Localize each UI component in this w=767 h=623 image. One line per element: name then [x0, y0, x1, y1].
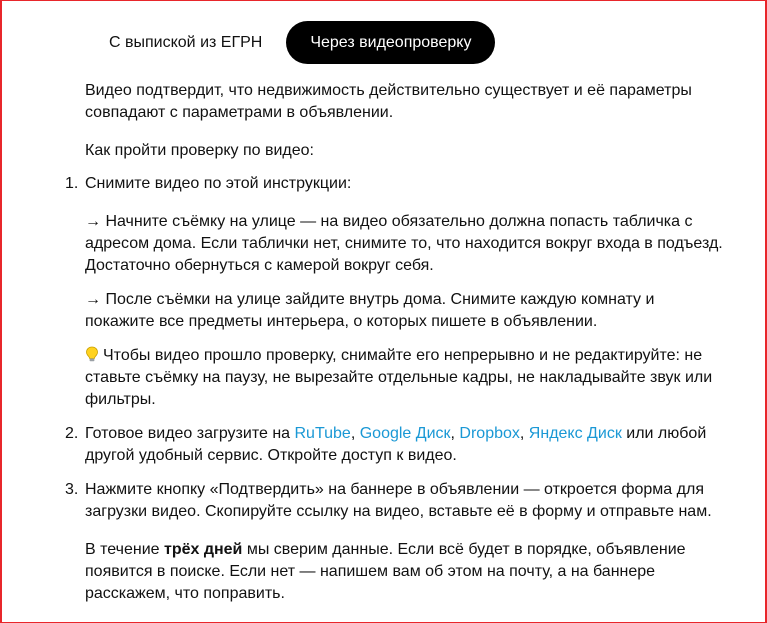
lightbulb-icon: [85, 346, 99, 362]
step-2-number: 2.: [65, 425, 79, 442]
final-suffix: мы сверим данные. Если всё будет в порядке, объявление появится в поиске. Если нет — напишем вам об этом на почту, а на баннере расскажем, что поправить.: [85, 541, 686, 602]
tab-video-check[interactable]: Через видеопроверку: [286, 21, 495, 64]
link-rutube[interactable]: RuTube: [294, 425, 351, 442]
step-1-tip: [85, 345, 725, 411]
link-yandex-disk[interactable]: Яндекс Диск: [528, 425, 622, 442]
step-2: [65, 423, 725, 467]
step-2-suffix: или любой другой удобный сервис. Откройте доступ к видео.: [85, 425, 707, 464]
step-1-sub-1: → Начните съёмку на улице — на видео обязательно должна попасть табличка с адресом дома. Если таблички нет, снимите то, что находится вокруг входа в подъезд. Достаточно обернуться с камерой вокруг себя.: [85, 213, 723, 274]
intro-text: Видео подтвердит, что недвижимость действительно существует и её параметры совпадают с параметрами в объявлении.: [85, 82, 692, 121]
separator: ,: [450, 425, 460, 442]
step-1-number: 1.: [65, 175, 79, 192]
separator: ,: [519, 425, 529, 442]
separator: ,: [350, 425, 360, 442]
step-2-text: [85, 423, 725, 467]
step-1-sub-2: → После съёмки на улице зайдите внутрь дома. Снимите каждую комнату и покажите все предметы интерьера, о которых пишете в объявлении.: [85, 291, 655, 330]
tab-bar: [85, 21, 495, 64]
step-1-text: Снимите видео по этой инструкции:: [85, 175, 352, 192]
link-google-disk[interactable]: Google Диск: [359, 425, 451, 442]
step-3-text: Нажмите кнопку «Подтвердить» на баннере в объявлении — откроется форма для загрузки видео. Скопируйте ссылку на видео, вставьте её в форму и отправьте нам.: [85, 481, 712, 520]
step-3-number: 3.: [65, 481, 79, 498]
final-note: [85, 539, 725, 605]
link-dropbox[interactable]: Dropbox: [459, 425, 520, 442]
step-1: [65, 173, 725, 411]
tab-egrn[interactable]: С выпиской из ЕГРН: [109, 34, 263, 51]
final-bold: трёх дней: [163, 541, 243, 558]
step-1-tip-text: Чтобы видео прошло проверку, снимайте его непрерывно и не редактируйте: не ставьте съёмку на паузу, не вырезайте отдельные кадры, не накладывайте звук или фильтры.: [85, 347, 713, 408]
how-title: Как пройти проверку по видео:: [85, 142, 314, 159]
step-3: [65, 479, 725, 605]
step-2-prefix: Готовое видео загрузите на: [85, 425, 295, 442]
instructions: [65, 80, 725, 605]
final-prefix: В течение: [85, 541, 164, 558]
